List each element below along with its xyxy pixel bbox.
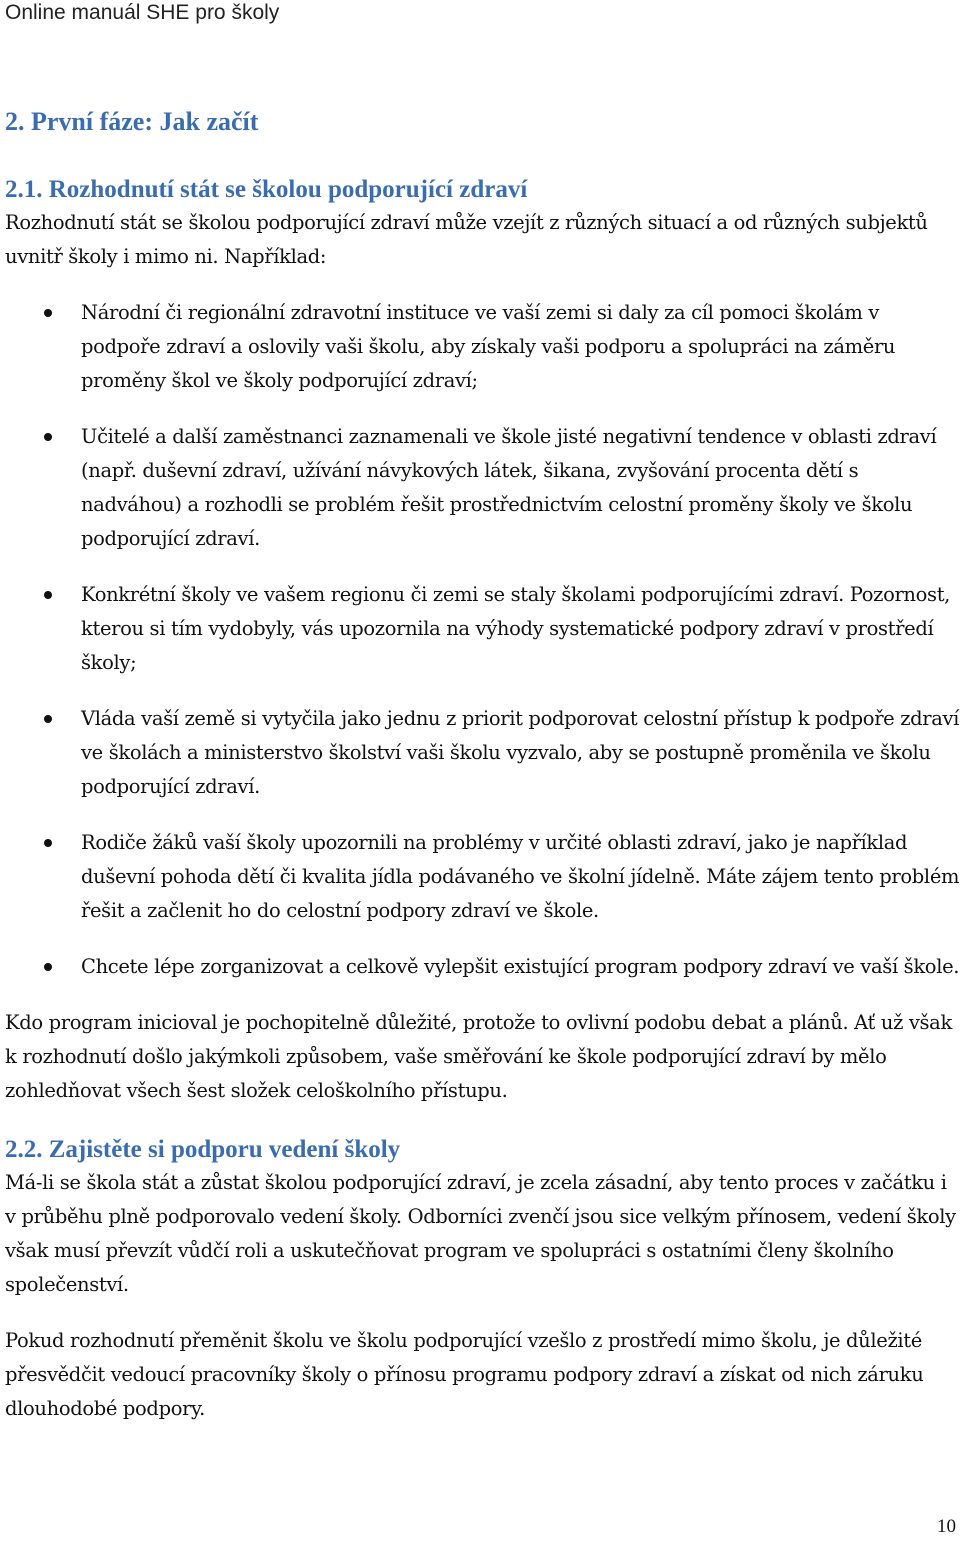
list-item [5, 420, 960, 556]
leadership-paragraph-1: Má-li se škola stát a zůstat školou podporující zdraví, je zcela zásadní, aby tento proces v začátku i v průběhu plně podporovalo vedení školy. Odborníci zvenčí jsou sice velkým přínosem, vedení školy však musí převzít vůdčí roli a uskutečňovat program ve spolupráci s ostatními členy školního společenství. [5, 1171, 956, 1296]
intro-paragraph: Rozhodnutí stát se školou podporující zdraví může vzejít z různých situací a od různých subjektů uvnitř školy i mimo ni. Například: [5, 211, 928, 268]
list-item [5, 826, 960, 928]
leadership-paragraph-2: Pokud rozhodnutí přeměnit školu ve školu podporující vzešlo z prostředí mimo školu, je důležité přesvědčit vedoucí pracovníky školy o přínosu programu podpory zdraví a získat od nich záruku dlouhodobé podpory. [5, 1329, 924, 1420]
list-item-text: Vláda vaší země si vytyčila jako jednu z priorit podporovat celostní přístup k podpoře zdraví ve školách a ministerstvo školství vaši školu vyzvalo, aby se postupně proměnila ve školu podporující zdraví. [81, 707, 960, 798]
subsection-title-2-1: 2.1. Rozhodnutí stát se školou podporující zdraví [5, 176, 528, 203]
section-title: 2. První fáze: Jak začít [5, 107, 259, 136]
list-item [5, 296, 960, 398]
bullet-icon [44, 963, 52, 971]
running-header: Online manuál SHE pro školy [5, 1, 280, 24]
list-item [5, 950, 960, 984]
document-body [5, 96, 960, 1426]
closing-paragraph: Kdo program inicioval je pochopitelně důležité, protože to ovlivní podobu debat a plánů. Ať už však k rozhodnutí došlo jakýmkoli způsobem, vaše směřování ke škole podporující zdraví by mělo zohledňovat všech šest složek celoškolního přístupu. [5, 1011, 952, 1102]
bullet-list [5, 296, 960, 984]
list-item-text: Rodiče žáků vaší školy upozornili na problémy v určité oblasti zdraví, jako je například duševní pohoda dětí či kvalita jídla podávaného ve školní jídelně. Máte zájem tento problém řešit a začlenit ho do celostní podpory zdraví ve škole. [81, 831, 960, 922]
list-item [5, 702, 960, 804]
list-item [5, 578, 960, 680]
bullet-icon [44, 839, 52, 847]
list-item-text: Chcete lépe zorganizovat a celkově vylepšit existující program podpory zdraví ve vaší škole. [81, 955, 960, 978]
bullet-icon [44, 309, 52, 317]
page-number: 10 [937, 1516, 956, 1537]
bullet-icon [44, 433, 52, 441]
list-item-text: Konkrétní školy ve vašem regionu či zemi se staly školami podporujícími zdraví. Pozornost, kterou si tím vydobyly, vás upozornila na výhody systematické podpory zdraví v prostředí školy; [81, 583, 951, 674]
bullet-icon [44, 715, 52, 723]
list-item-text: Učitelé a další zaměstnanci zaznamenali ve škole jisté negativní tendence v oblasti zdraví (např. duševní zdraví, užívání návykových látek, šikana, zvyšování procenta dětí s nadváhou) a rozhodli se problém řešit prostřednictvím celostní proměny školy ve školu podporující zdraví. [81, 425, 937, 550]
list-item-text: Národní či regionální zdravotní instituce ve vaší zemi si daly za cíl pomoci školám v podpoře zdraví a oslovily vaši školu, aby získaly vaši podporu a spolupráci na záměru proměny škol ve školy podporující zdraví; [81, 301, 896, 392]
subsection-title-2-2: 2.2. Zajistěte si podporu vedení školy [5, 1136, 401, 1163]
bullet-icon [44, 591, 52, 599]
